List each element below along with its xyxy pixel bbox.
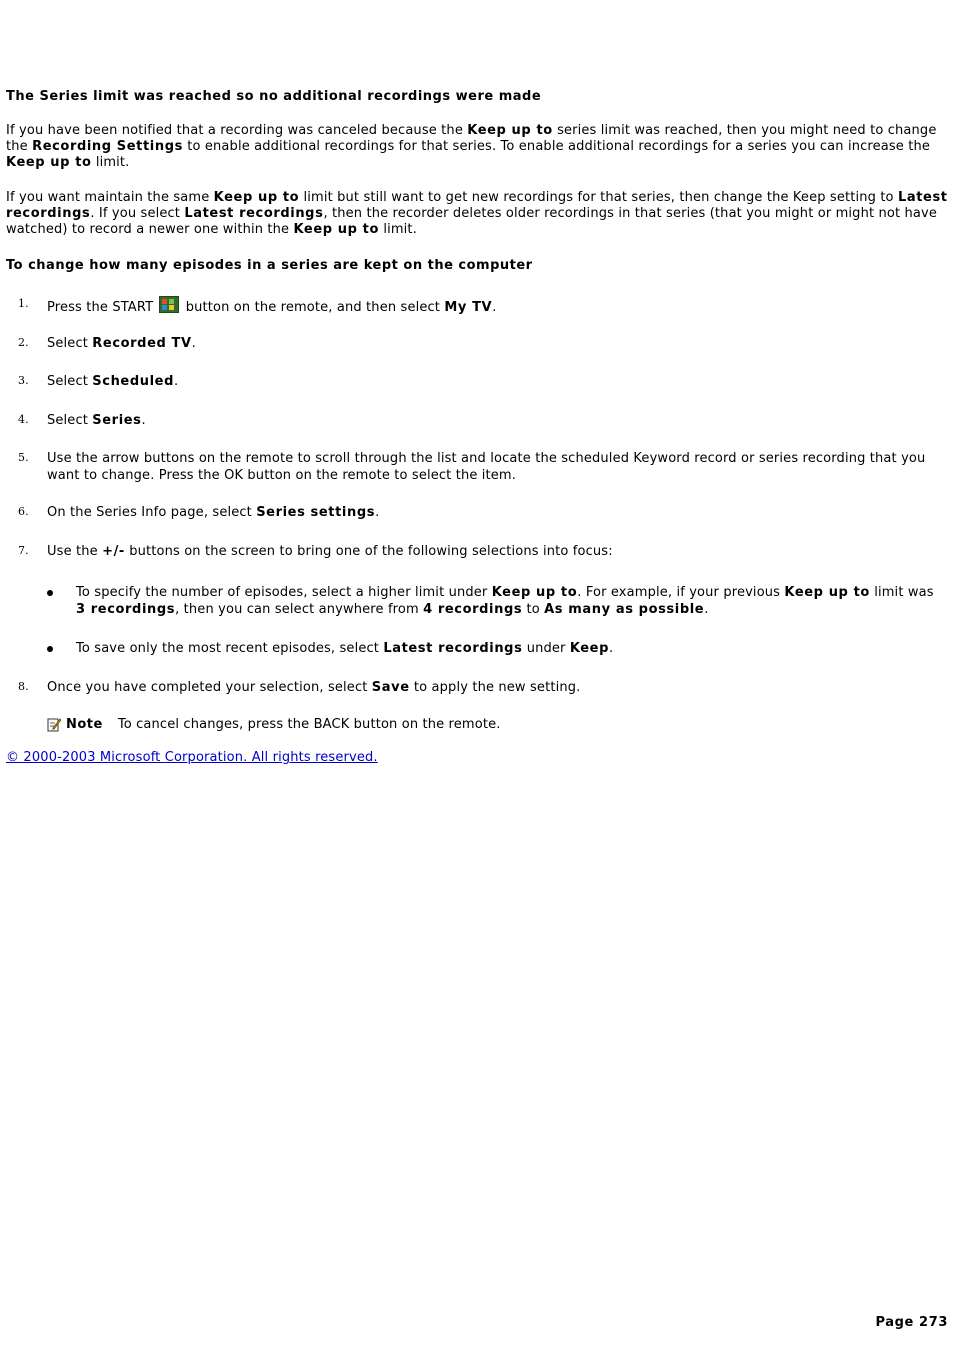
- page-number: Page 273: [875, 1315, 948, 1330]
- step-2: Select Recorded TV.: [47, 336, 196, 351]
- step-number: 2.: [18, 336, 29, 349]
- step-8: Once you have completed your selection, select Save to apply the new setting.: [47, 680, 581, 695]
- bullet-item-keep-up-to: To specify the number of episodes, select a higher limit under Keep up to. For example, if your previous Keep up to limit was 3 recordings, then you can select anywhere from 4 recordings to As many as possible.: [76, 585, 934, 617]
- step-number: 1.: [18, 297, 29, 310]
- step-6: On the Series Info page, select Series settings.: [47, 505, 380, 520]
- note-label: Note: [66, 717, 103, 732]
- step-3: Select Scheduled.: [47, 374, 179, 389]
- step-number: 6.: [18, 505, 29, 518]
- bullet-icon: [47, 590, 53, 596]
- step-number: 3.: [18, 374, 29, 387]
- procedure-heading: To change how many episodes in a series are kept on the computer: [6, 258, 533, 273]
- step-number: 8.: [18, 680, 29, 693]
- note-text: To cancel changes, press the BACK button on the remote.: [117, 717, 501, 732]
- note-pencil-icon: [47, 717, 61, 732]
- step-number: 7.: [18, 544, 29, 557]
- intro-paragraph: If you have been notified that a recording was canceled because the Keep up to series limit was reached, then you might need to change the Recording Settings to enable additional recordings for that series. To enable additional recordings for a series you can increase the Keep up to limit.: [6, 123, 937, 170]
- step-4: Select Series.: [47, 413, 146, 428]
- bullet-icon: [47, 646, 53, 652]
- note: [47, 716, 501, 733]
- copyright-link[interactable]: © 2000-2003 Microsoft Corporation. All rights reserved.: [6, 750, 378, 765]
- keep-setting-paragraph: If you want maintain the same Keep up to limit but still want to get new recordings for that series, then change the Keep setting to Latest recordings. If you select Latest recordings, then the recorder deletes older recordings in that series (that you might or might not have watched) to record a newer one within the Keep up to limit.: [6, 190, 948, 237]
- step-1: Press the START button on the remote, and then select My TV.: [47, 296, 947, 316]
- start-button-icon: [159, 296, 179, 313]
- section-heading: The Series limit was reached so no additional recordings were made: [6, 89, 542, 104]
- step-number: 5.: [18, 451, 29, 464]
- step-number: 4.: [18, 413, 29, 426]
- step-5: Use the arrow buttons on the remote to scroll through the list and locate the scheduled Keyword record or series recording that you want to change. Press the OK button on the remote to select the item.: [47, 451, 926, 483]
- bullet-item-latest-recordings: To save only the most recent episodes, select Latest recordings under Keep.: [76, 641, 614, 656]
- step-7: Use the +/- buttons on the screen to bring one of the following selections into focus:: [47, 544, 613, 559]
